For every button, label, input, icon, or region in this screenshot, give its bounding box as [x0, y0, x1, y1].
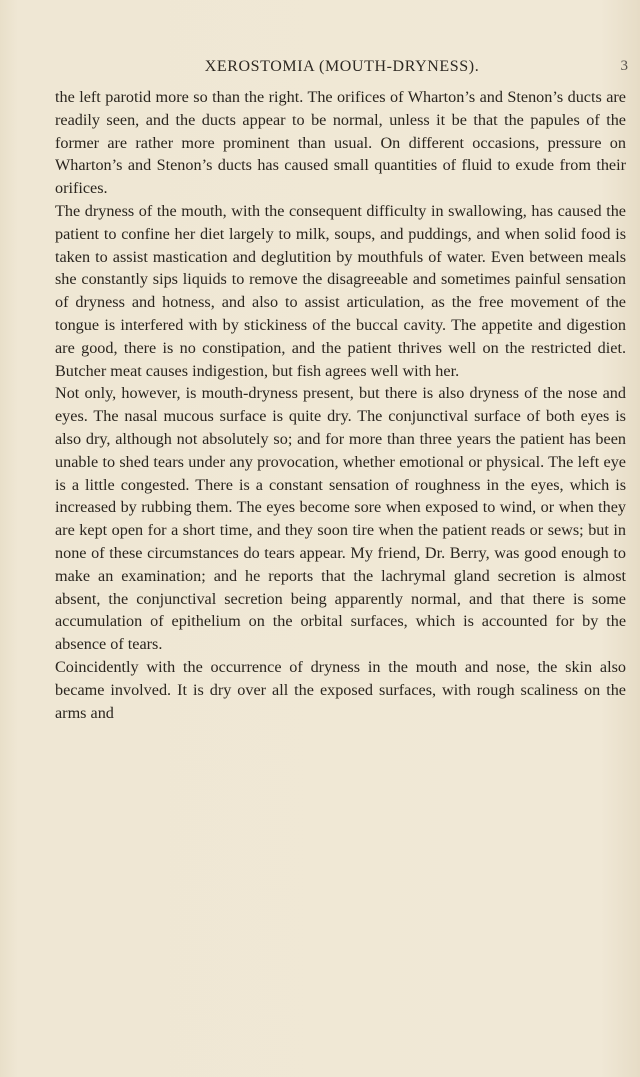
- running-head: [56, 58, 628, 80]
- paragraph: the left parotid more so than the right. The orifices of Wharton’s and Stenon’s ducts are readily seen, and the ducts appear to be normal, unless it be that the papules of the former are rather more prominent than usual. On different occasions, pressure on Wharton’s and Stenon’s ducts has caused small quantities of fluid to exude from their orifices.: [55, 88, 626, 198]
- paragraph: Not only, however, is mouth-dryness present, but there is also dryness of the nose and eyes. The nasal mucous surface is quite dry. The conjunctival surface of both eyes is also dry, although not absolutely so; and for more than three years the patient has been unable to shed tears under any provocation, whether emotional or physical. The left eye is a little congested. There is a constant sensation of roughness in the eyes, which is increased by rubbing them. The eyes become sore when exposed to wind, or when they are kept open for a short time, and they soon tire when the patient reads or sews; but in none of these circumstances do tears appear. My friend, Dr. Berry, was good enough to make an examination; and he reports that the lachrymal gland secretion is almost absent, the conjunctival secretion being apparently normal, and that there is some accumulation of epithelium on the orbital surfaces, which is accounted for by the absence of tears.: [55, 384, 626, 654]
- running-title: XEROSTOMIA (MOUTH-DRYNESS).: [204, 58, 480, 75]
- paragraph: The dryness of the mouth, with the consequent difficulty in swallowing, has caused the patient to confine her diet largely to milk, soups, and puddings, and when solid food is taken to assist mastication and deglutition by mouthfuls of water. Even between meals she constantly sips liquids to remove the disagreeable and sometimes painful sensation of dryness and hotness, and also to assist articulation, as the free movement of the tongue is interfered with by stickiness of the buccal cavity. The appetite and digestion are good, there is no constipation, and the patient thrives well on the restricted diet. Butcher meat causes indigestion, but fish agrees well with her.: [55, 201, 626, 380]
- paragraph: Coincidently with the occurrence of dryness in the mouth and nose, the skin also became involved. It is dry over all the exposed surfaces, with rough scaliness on the arms and: [55, 657, 626, 722]
- body-text: [55, 86, 626, 724]
- page-number: 3: [620, 58, 628, 74]
